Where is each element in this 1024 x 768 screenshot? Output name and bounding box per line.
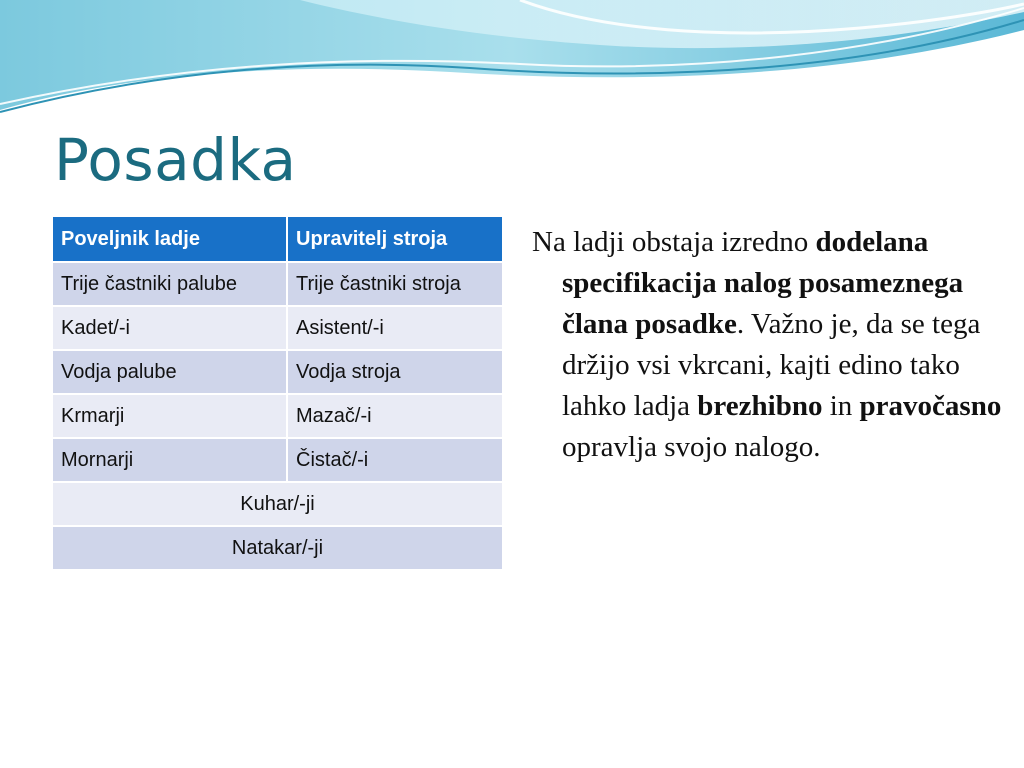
decorative-wave-banner <box>0 0 1024 120</box>
bold-text-run: pravočasno <box>859 390 1002 422</box>
table-row <box>52 526 503 570</box>
header-cell: Upravitelj stroja <box>287 216 503 262</box>
table-row <box>52 306 503 350</box>
text-run: . Važno je, da se tega držijo vsi vkrcani, kajti edino tako lahko ladja <box>562 308 981 422</box>
table-cell-spanning: Kuhar/-ji <box>52 482 503 526</box>
table-cell: Trije častniki stroja <box>287 262 503 306</box>
text-run: opravlja svojo nalogo. <box>562 431 821 463</box>
table-row <box>52 482 503 526</box>
table-cell: Mornarji <box>52 438 287 482</box>
table-row <box>52 394 503 438</box>
table-cell: Trije častniki palube <box>52 262 287 306</box>
table-row <box>52 262 503 306</box>
table-cell: Asistent/-i <box>287 306 503 350</box>
table-header-row <box>52 216 503 262</box>
table-cell: Čistač/-i <box>287 438 503 482</box>
crew-table <box>51 215 504 571</box>
header-cell: Poveljnik ladje <box>52 216 287 262</box>
table-cell: Mazač/-i <box>287 394 503 438</box>
text-run: in <box>822 390 860 422</box>
table-row <box>52 438 503 482</box>
table-cell: Krmarji <box>52 394 287 438</box>
slide-title: Posadka <box>54 126 297 194</box>
bold-text-run: dodelana specifikacija nalog posameznega člana posadke <box>562 226 964 340</box>
bold-text-run: brezhibno <box>697 390 823 422</box>
table-row <box>52 350 503 394</box>
description-paragraph <box>532 222 1002 468</box>
table-cell-spanning: Natakar/-ji <box>52 526 503 570</box>
table-cell: Kadet/-i <box>52 306 287 350</box>
text-run: Na ladji obstaja izredno <box>532 226 816 258</box>
table-cell: Vodja palube <box>52 350 287 394</box>
table-cell: Vodja stroja <box>287 350 503 394</box>
